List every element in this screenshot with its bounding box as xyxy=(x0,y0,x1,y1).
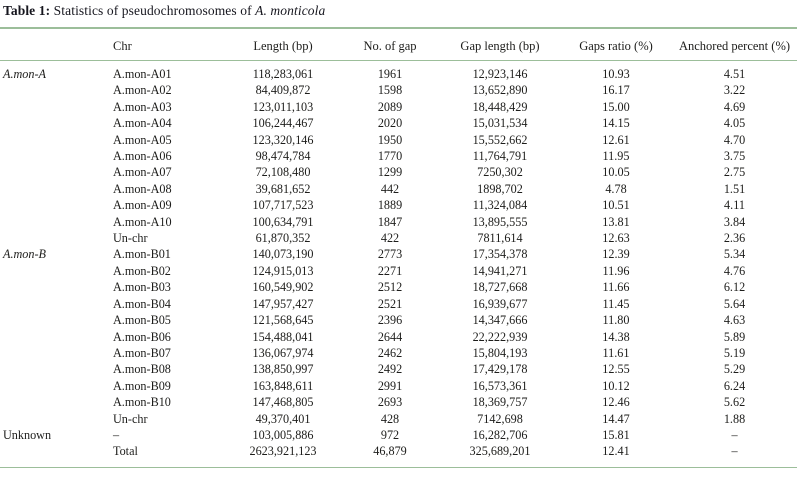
cell-gaps: 1889 xyxy=(377,198,403,213)
cell-group: Unknown xyxy=(3,427,52,442)
cell-chr: A.mon-B09 xyxy=(113,378,171,393)
cell-anchored: 3.75 xyxy=(723,149,746,164)
cell-chr: A.mon-B08 xyxy=(113,362,171,377)
table-row xyxy=(0,197,797,213)
cell-anchored: 5.34 xyxy=(723,247,746,262)
cell-ratio: 11.61 xyxy=(602,345,630,360)
cell-ratio: 12.63 xyxy=(602,231,630,246)
cell-gap-length: 16,282,706 xyxy=(472,427,528,442)
cell-chr: A.mon-B04 xyxy=(113,296,171,311)
cell-ratio: 10.51 xyxy=(602,198,630,213)
cell-anchored: 4.51 xyxy=(723,67,746,81)
cell-ratio: 4.78 xyxy=(605,181,627,196)
table-row xyxy=(0,312,797,328)
cell-gaps: 1770 xyxy=(377,149,403,164)
cell-gaps: 2521 xyxy=(377,296,403,311)
table-row xyxy=(0,361,797,377)
cell-group xyxy=(0,82,110,98)
cell-length: 39,681,652 xyxy=(255,181,311,196)
cell-anchored: 6.12 xyxy=(723,280,746,295)
table-row xyxy=(0,164,797,180)
table-row xyxy=(0,61,797,83)
cell-ratio: 16.17 xyxy=(602,83,630,98)
cell-anchored: 5.29 xyxy=(723,362,746,377)
cell-chr: A.mon-A01 xyxy=(113,67,172,81)
cell-chr: A.mon-B10 xyxy=(113,395,171,410)
header-chr: Chr xyxy=(110,29,226,61)
cell-gap-length: 1898,702 xyxy=(477,181,523,196)
cell-group xyxy=(0,378,110,394)
cell-anchored: 5.64 xyxy=(723,296,746,311)
cell-chr: A.mon-A06 xyxy=(113,149,172,164)
cell-gaps: 2271 xyxy=(377,263,403,278)
cell-group xyxy=(0,115,110,131)
cell-gaps: 442 xyxy=(380,181,400,196)
cell-group xyxy=(0,279,110,295)
cell-length: 163,848,611 xyxy=(252,378,314,393)
cell-chr: A.mon-A04 xyxy=(113,116,172,131)
cell-anchored: 4.76 xyxy=(723,263,746,278)
table-row xyxy=(0,246,797,262)
cell-length: 2623,921,123 xyxy=(249,444,317,459)
cell-gap-length: 15,031,534 xyxy=(472,116,528,131)
cell-group xyxy=(0,164,110,180)
cell-length: 118,283,061 xyxy=(252,67,314,81)
cell-chr: A.mon-A02 xyxy=(113,83,172,98)
cell-ratio: 12.46 xyxy=(602,395,630,410)
cell-ratio: 11.95 xyxy=(602,149,630,164)
cell-chr: A.mon-A03 xyxy=(113,99,172,114)
cell-ratio: 12.39 xyxy=(602,247,630,262)
cell-ratio: 10.93 xyxy=(602,67,630,81)
cell-group xyxy=(0,345,110,361)
cell-anchored: 6.24 xyxy=(723,378,746,393)
cell-ratio: 13.81 xyxy=(602,214,630,229)
table-title-label: Table 1: xyxy=(3,3,51,18)
cell-group xyxy=(0,361,110,377)
cell-gap-length: 16,573,361 xyxy=(472,378,528,393)
cell-anchored: 4.69 xyxy=(723,99,746,114)
cell-gap-length: 13,652,890 xyxy=(472,83,528,98)
cell-ratio: 12.41 xyxy=(602,444,630,459)
cell-length: 84,409,872 xyxy=(255,83,311,98)
cell-anchored: 5.19 xyxy=(723,345,746,360)
cell-ratio: 11.96 xyxy=(602,263,630,278)
cell-group xyxy=(0,214,110,230)
cell-gap-length: 18,369,757 xyxy=(472,395,528,410)
cell-anchored: 2.75 xyxy=(723,165,746,180)
cell-length: 103,005,886 xyxy=(252,427,314,442)
header-anchored: Anchored percent (%) xyxy=(672,29,797,61)
cell-chr: A.mon-B07 xyxy=(113,345,171,360)
cell-length: 136,067,974 xyxy=(252,345,314,360)
cell-anchored: – xyxy=(731,427,738,442)
cell-gap-length: 14,347,666 xyxy=(472,313,528,328)
cell-gap-length: 7811,614 xyxy=(477,231,523,246)
cell-anchored: 1.88 xyxy=(723,411,746,426)
statistics-table xyxy=(0,29,797,468)
cell-group xyxy=(0,181,110,197)
cell-length: 138,850,997 xyxy=(252,362,314,377)
cell-ratio: 14.15 xyxy=(602,116,630,131)
cell-length: 140,073,190 xyxy=(252,247,314,262)
table-row xyxy=(0,345,797,361)
cell-length: 124,915,013 xyxy=(252,263,314,278)
cell-anchored: 2.36 xyxy=(723,231,746,246)
table-row xyxy=(0,263,797,279)
cell-gaps: 2693 xyxy=(377,395,403,410)
table-row xyxy=(0,115,797,131)
table-row xyxy=(0,427,797,443)
cell-gap-length: 14,941,271 xyxy=(472,263,528,278)
cell-gap-length: 11,324,084 xyxy=(472,198,528,213)
cell-anchored: 5.62 xyxy=(723,395,746,410)
cell-length: 49,370,401 xyxy=(255,411,311,426)
cell-anchored: – xyxy=(731,444,738,459)
cell-ratio: 15.00 xyxy=(602,99,630,114)
cell-length: 121,568,645 xyxy=(252,313,314,328)
cell-ratio: 10.12 xyxy=(602,378,630,393)
header-group xyxy=(0,29,110,61)
table-row xyxy=(0,214,797,230)
cell-gaps: 2462 xyxy=(377,345,403,360)
cell-chr: A.mon-A08 xyxy=(113,181,172,196)
cell-gaps: 1299 xyxy=(377,165,403,180)
cell-group xyxy=(0,394,110,410)
cell-group: A.mon-B xyxy=(3,247,46,262)
cell-length: 123,320,146 xyxy=(252,132,314,147)
cell-gap-length: 11,764,791 xyxy=(472,149,528,164)
cell-length: 106,244,467 xyxy=(252,116,314,131)
cell-gap-length: 18,448,429 xyxy=(472,99,528,114)
cell-group xyxy=(0,411,110,427)
cell-anchored: 5.89 xyxy=(723,329,746,344)
cell-gaps: 422 xyxy=(380,231,400,246)
cell-ratio: 14.47 xyxy=(602,411,630,426)
cell-anchored: 4.11 xyxy=(724,198,745,213)
cell-length: 147,957,427 xyxy=(252,296,314,311)
table-row xyxy=(0,132,797,148)
cell-anchored: 1.51 xyxy=(723,181,746,196)
cell-length: 123,011,103 xyxy=(252,99,314,114)
table-row xyxy=(0,443,797,467)
cell-group xyxy=(0,312,110,328)
cell-gap-length: 22,222,939 xyxy=(472,329,528,344)
table-row xyxy=(0,378,797,394)
cell-chr: A.mon-B05 xyxy=(113,313,171,328)
cell-gaps: 2991 xyxy=(377,378,403,393)
table-title-text: Statistics of pseudochromosomes of xyxy=(50,3,256,18)
cell-gaps: 46,879 xyxy=(373,444,407,459)
cell-gap-length: 18,727,668 xyxy=(472,280,528,295)
table-row xyxy=(0,148,797,164)
table-row xyxy=(0,394,797,410)
table-row xyxy=(0,411,797,427)
cell-gaps: 1950 xyxy=(377,132,403,147)
cell-gaps: 2020 xyxy=(377,116,403,131)
cell-group xyxy=(0,329,110,345)
cell-length: 100,634,791 xyxy=(252,214,314,229)
cell-gap-length: 16,939,677 xyxy=(472,296,528,311)
cell-ratio: 11.66 xyxy=(602,280,630,295)
table-body xyxy=(0,61,797,468)
cell-chr: – xyxy=(113,427,120,442)
cell-group xyxy=(0,132,110,148)
cell-gaps: 1961 xyxy=(377,67,403,81)
cell-group xyxy=(0,148,110,164)
header-ratio: Gaps ratio (%) xyxy=(560,29,672,61)
cell-ratio: 11.45 xyxy=(602,296,630,311)
cell-gap-length: 17,354,378 xyxy=(472,247,528,262)
table-row xyxy=(0,99,797,115)
table-title-species: A. monticola xyxy=(255,3,326,18)
cell-chr: A.mon-A05 xyxy=(113,132,172,147)
cell-chr: A.mon-A10 xyxy=(113,214,172,229)
cell-gaps: 2396 xyxy=(377,313,403,328)
cell-gap-length: 13,895,555 xyxy=(472,214,528,229)
header-gap-length: Gap length (bp) xyxy=(440,29,560,61)
cell-gaps: 2512 xyxy=(377,280,403,295)
cell-anchored: 4.63 xyxy=(723,313,746,328)
cell-anchored: 3.84 xyxy=(723,214,746,229)
cell-gaps: 1847 xyxy=(377,214,403,229)
cell-gap-length: 17,429,178 xyxy=(472,362,528,377)
cell-ratio: 12.61 xyxy=(602,132,630,147)
cell-group: A.mon-A xyxy=(3,67,46,81)
cell-gaps: 2089 xyxy=(377,99,403,114)
cell-group xyxy=(0,443,110,467)
cell-chr: A.mon-B03 xyxy=(113,280,171,295)
cell-group xyxy=(0,99,110,115)
header-length: Length (bp) xyxy=(226,29,340,61)
table-row xyxy=(0,279,797,295)
cell-group xyxy=(0,296,110,312)
cell-group xyxy=(0,263,110,279)
cell-chr: A.mon-B01 xyxy=(113,247,171,262)
cell-ratio: 14.38 xyxy=(602,329,630,344)
cell-anchored: 4.70 xyxy=(723,132,746,147)
table-row xyxy=(0,181,797,197)
cell-gap-length: 15,552,662 xyxy=(472,132,528,147)
cell-chr: A.mon-B06 xyxy=(113,329,171,344)
cell-gaps: 2773 xyxy=(377,247,403,262)
cell-chr: Total xyxy=(113,444,138,459)
cell-length: 98,474,784 xyxy=(255,149,311,164)
table-row xyxy=(0,296,797,312)
cell-ratio: 11.80 xyxy=(602,313,630,328)
cell-anchored: 4.05 xyxy=(723,116,746,131)
cell-gap-length: 325,689,201 xyxy=(469,444,531,459)
header-gaps: No. of gap xyxy=(340,29,440,61)
cell-gap-length: 7250,302 xyxy=(477,165,523,180)
cell-gaps: 972 xyxy=(380,427,400,442)
cell-gaps: 1598 xyxy=(377,83,403,98)
cell-chr: A.mon-A07 xyxy=(113,165,172,180)
cell-ratio: 12.55 xyxy=(602,362,630,377)
cell-length: 160,549,902 xyxy=(252,280,314,295)
table-header xyxy=(0,29,797,61)
cell-group xyxy=(0,230,110,246)
cell-chr: Un-chr xyxy=(113,411,148,426)
table-row xyxy=(0,329,797,345)
table-title xyxy=(0,2,797,20)
cell-chr: A.mon-B02 xyxy=(113,263,171,278)
cell-gaps: 2492 xyxy=(377,362,403,377)
cell-anchored: 3.22 xyxy=(723,83,746,98)
cell-ratio: 10.05 xyxy=(602,165,630,180)
cell-gap-length: 7142,698 xyxy=(477,411,523,426)
table-row xyxy=(0,82,797,98)
header-row xyxy=(0,29,797,61)
cell-chr: Un-chr xyxy=(113,231,148,246)
cell-gaps: 428 xyxy=(380,411,400,426)
cell-group xyxy=(0,197,110,213)
cell-gap-length: 15,804,193 xyxy=(472,345,528,360)
cell-chr: A.mon-A09 xyxy=(113,198,172,213)
cell-gaps: 2644 xyxy=(377,329,403,344)
cell-gap-length: 12,923,146 xyxy=(472,67,528,81)
cell-length: 61,870,352 xyxy=(255,231,311,246)
cell-length: 72,108,480 xyxy=(255,165,311,180)
cell-length: 147,468,805 xyxy=(252,395,314,410)
cell-length: 154,488,041 xyxy=(252,329,314,344)
table-row xyxy=(0,230,797,246)
cell-length: 107,717,523 xyxy=(252,198,314,213)
cell-ratio: 15.81 xyxy=(602,427,630,442)
